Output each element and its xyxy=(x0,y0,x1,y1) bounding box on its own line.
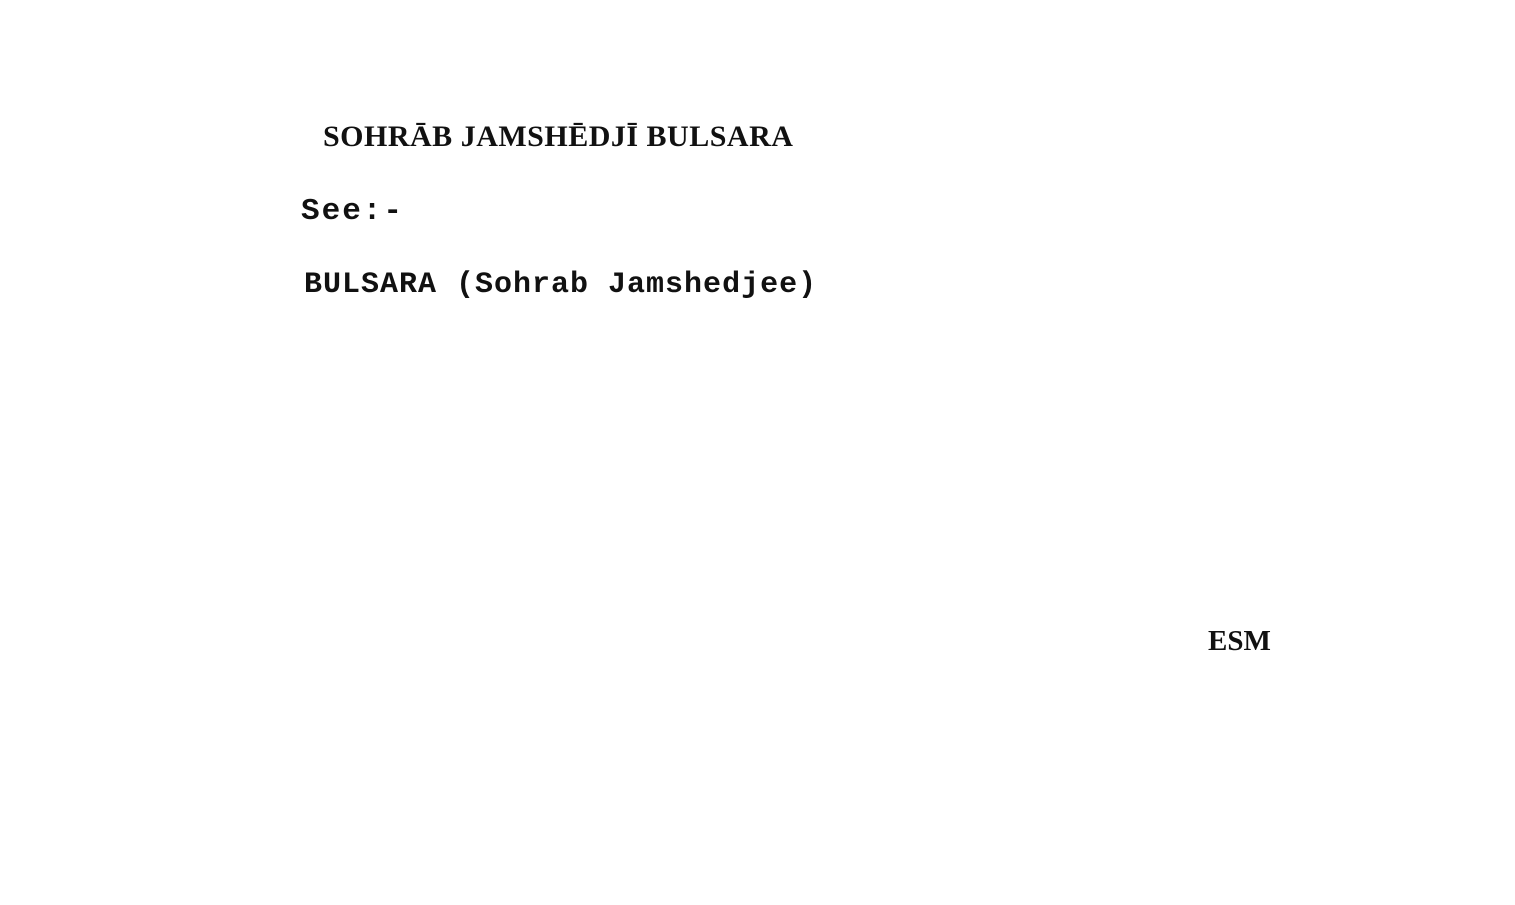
cataloger-initials: ESM xyxy=(1208,625,1271,657)
see-label: See:- xyxy=(301,194,405,229)
card-heading: SOHRĀB JAMSHĒDJĪ BULSARA xyxy=(323,120,794,153)
cross-reference: BULSARA (Sohrab Jamshedjee) xyxy=(304,268,818,302)
